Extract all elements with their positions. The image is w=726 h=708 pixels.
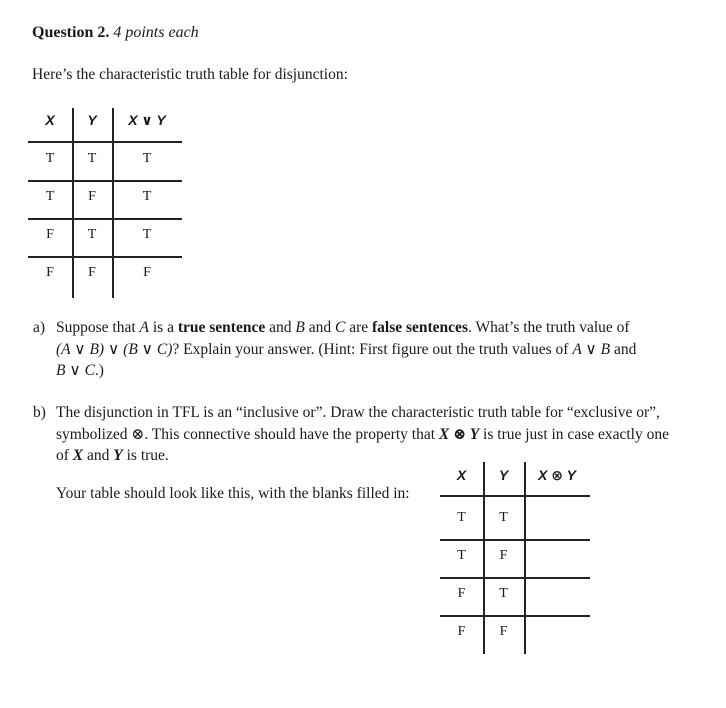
table2-header-xory: X ⊗ Y bbox=[538, 467, 576, 483]
question-points: 4 points each bbox=[113, 24, 199, 41]
table2-row-rule bbox=[440, 539, 590, 541]
question-number: Question 2. bbox=[32, 24, 110, 41]
table2-cell: T bbox=[499, 510, 508, 525]
table1-cell: F bbox=[143, 265, 151, 280]
table2-header-x: X bbox=[456, 467, 467, 483]
table1-row-rule bbox=[28, 256, 182, 258]
table1-cell: F bbox=[46, 265, 54, 280]
table1-cell: T bbox=[87, 227, 97, 242]
table1-cell: F bbox=[88, 189, 96, 204]
exclusive-or-truth-table bbox=[440, 462, 590, 654]
table1-cell: T bbox=[142, 227, 152, 242]
table2-row-rule bbox=[440, 615, 590, 617]
table2-cell: T bbox=[457, 548, 466, 563]
question-intro: Here’s the characteristic truth table for disjunction: bbox=[32, 66, 348, 83]
part-a-formula: (A ∨ B) ∨ (B ∨ C) bbox=[56, 340, 173, 358]
table1-cell: T bbox=[45, 189, 55, 204]
table1-header-x: X bbox=[45, 112, 55, 128]
table1-cell: T bbox=[45, 151, 55, 166]
table2-row-rule bbox=[440, 577, 590, 579]
table1-header-y: Y bbox=[87, 112, 97, 128]
table1-row-rule bbox=[28, 180, 182, 182]
table1-cell: T bbox=[87, 151, 97, 166]
table2-cell: F bbox=[457, 624, 466, 639]
table1-header-xvy: X ∨ Y bbox=[128, 112, 166, 128]
part-b-text: The disjunction in TFL is an “inclusive or”. Draw the characteristic truth table for “exclusive or”, symbolized ⊗. This connective should have the property that X ⊗ Y is true just in case exactly one of X and Y is true. bbox=[56, 404, 669, 464]
table1-header-rule bbox=[28, 141, 182, 143]
table2-cell: T bbox=[499, 586, 508, 601]
table2-col-rule bbox=[524, 462, 526, 654]
part-a-text: Suppose that A is a true sentence and B and C are false sentences. What’s the truth value of (A ∨ B) ∨ (B ∨ C)? Explain your answer. (Hint: First figure out the truth values of A ∨ B and B ∨ C.) bbox=[56, 319, 637, 379]
table2-cell: F bbox=[457, 586, 466, 601]
table1-cell: T bbox=[142, 151, 152, 166]
part-b-note: Your table should look like this, with the blanks filled in: bbox=[56, 485, 410, 502]
table2-cell: F bbox=[499, 624, 508, 639]
table2-cell: F bbox=[499, 548, 508, 563]
disjunction-truth-table bbox=[28, 108, 182, 298]
table1-row-rule bbox=[28, 218, 182, 220]
table1-cell: F bbox=[88, 265, 96, 280]
table1-cell: F bbox=[46, 227, 54, 242]
question-title bbox=[32, 24, 199, 42]
table2-header-rule bbox=[440, 495, 590, 497]
part-a bbox=[33, 317, 683, 383]
table2-header-y: Y bbox=[498, 467, 509, 483]
part-b bbox=[33, 402, 683, 468]
part-b-label: b) bbox=[33, 404, 46, 421]
table2-cell: T bbox=[457, 510, 466, 525]
part-a-label: a) bbox=[33, 319, 46, 336]
table1-cell: T bbox=[142, 189, 152, 204]
